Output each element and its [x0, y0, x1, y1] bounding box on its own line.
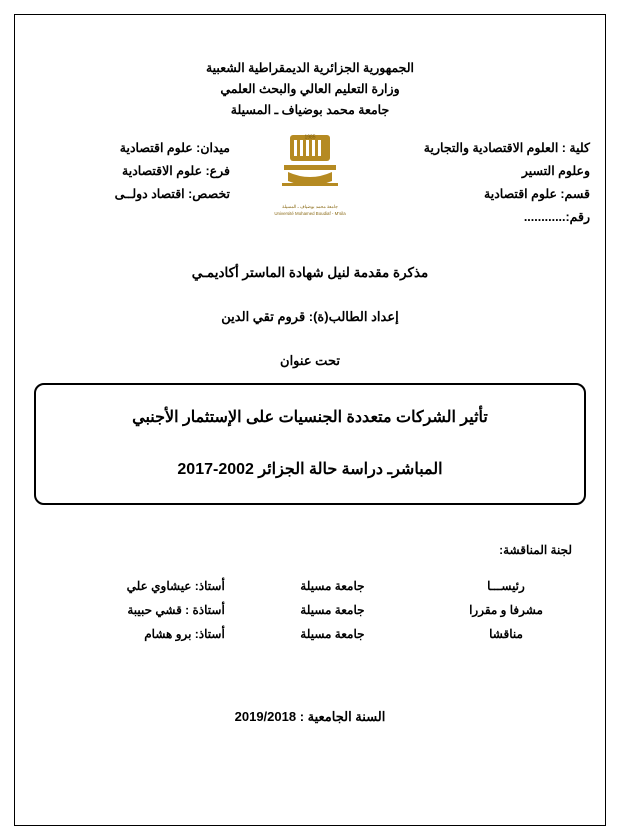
speciality-line: تخصص: اقتصاد دولــى [114, 187, 230, 201]
jury-name: أستاذ: برو هشام [144, 627, 225, 641]
branch-line: فرع: علوم الاقتصادية [122, 164, 230, 178]
jury-name: أستاذ: عيشاوي علي [126, 579, 225, 593]
jury-role: رئيســـا [487, 579, 525, 593]
table-row [30, 575, 590, 599]
header-line-republic: الجمهورية الجزائرية الديمقراطية الشعبية [205, 61, 415, 75]
header-line-ministry: وزارة التعليم العالي والبحث العلمي [220, 82, 400, 96]
academic-year: السنة الجامعية : 2019/2018 [234, 709, 386, 724]
faculty-line: كلية : العلوم الاقتصادية والتجارية [423, 141, 590, 155]
degree-statement: مذكرة مقدمة لنيل شهادة الماستر أكاديمـي [191, 265, 429, 280]
jury-table [30, 575, 590, 647]
jury-university: جامعة مسيلة [300, 627, 365, 641]
university-logo-icon [268, 131, 352, 203]
number-line: رقم:............ [523, 210, 590, 224]
document-header [30, 58, 590, 121]
under-title-label: تحت عنوان [280, 353, 340, 368]
thesis-title-box [34, 383, 586, 505]
header-line-university: جامعة محمد بوضياف ـ المسيلة [230, 103, 390, 117]
department-line: قسم: علوم اقتصادية [484, 187, 590, 201]
faculty-line-2: وعلوم التسير [521, 164, 590, 178]
page-content [30, 30, 590, 810]
logo-caption-ar: جامعة محمد بوضياف ـ المسيلة [282, 204, 338, 209]
table-row [30, 623, 590, 647]
field-block [30, 137, 230, 206]
jury-university: جامعة مسيلة [300, 603, 365, 617]
faculty-block [400, 137, 590, 229]
jury-name: أستاذة : قشي حبيبة [127, 603, 225, 617]
domain-line: ميدان: علوم اقتصادية [119, 141, 230, 155]
university-logo [262, 131, 358, 217]
thesis-title-line-2: المباشرـ دراسة حالة الجزائر 2002-2017 [177, 461, 443, 478]
jury-role: مشرفا و مقررا [469, 603, 543, 617]
jury-university: جامعة مسيلة [300, 579, 365, 593]
logo-caption-fr: Université Mohamed Boudiaf - M'sila [274, 211, 346, 216]
jury-label: لجنة المناقشة: [499, 543, 572, 557]
jury-role: مناقشا [489, 627, 523, 641]
statements-block [30, 265, 590, 369]
student-statement: إعداد الطالب(ة): قروم تقي الدين [221, 309, 399, 324]
table-row [30, 599, 590, 623]
svg-text:1985: 1985 [304, 134, 316, 141]
thesis-title-line-1: تأثير الشركات متعددة الجنسيات على الإستثمار الأجنبي [132, 409, 488, 426]
identification-area [30, 131, 590, 239]
